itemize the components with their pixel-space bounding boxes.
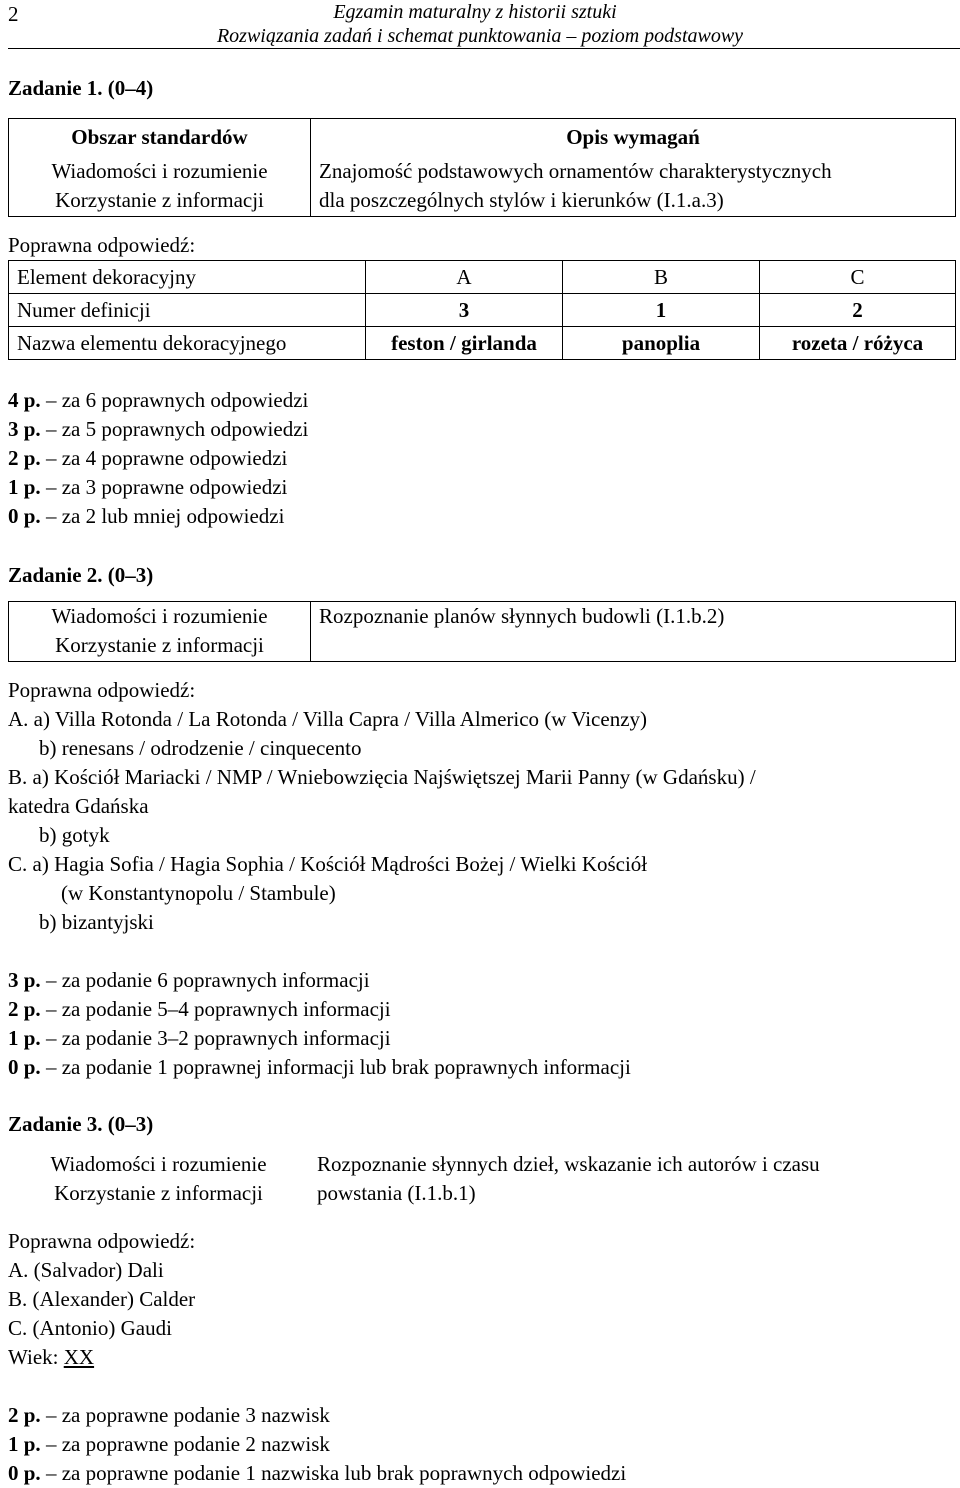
- requirements-cell: [311, 157, 956, 217]
- answer-line: C. (Antonio) Gaudi: [8, 1316, 172, 1340]
- task2-scoring: [8, 966, 631, 1082]
- scoring-line: 4 p. – za 6 poprawnych odpowiedzi: [8, 388, 309, 412]
- task1-title: Zadanie 1. (0–4): [8, 76, 154, 100]
- standards-cell: [9, 157, 311, 217]
- scoring-line: 2 p. – za podanie 5–4 poprawnych informacji: [8, 997, 391, 1021]
- answer-line: C. a) Hagia Sofia / Hagia Sophia / Kościół Mądrości Bożej / Wielki Kościół: [8, 852, 648, 876]
- table-cell: 3: [366, 294, 563, 327]
- scoring-line: 2 p. – za poprawne podanie 3 nazwisk: [8, 1403, 330, 1427]
- standards-cell: [8, 1150, 309, 1212]
- scoring-line: 3 p. – za podanie 6 poprawnych informacji: [8, 968, 370, 992]
- standards-cell: [9, 602, 311, 662]
- table-cell: 2: [760, 294, 956, 327]
- age-value: XX: [63, 1345, 95, 1369]
- table-cell: A: [366, 261, 563, 294]
- scoring-line: 1 p. – za podanie 3–2 poprawnych informacji: [8, 1026, 391, 1050]
- standard-2: Korzystanie z informacji: [55, 187, 264, 212]
- page-number: 2: [8, 2, 19, 26]
- answer-line: B. (Alexander) Calder: [8, 1287, 196, 1311]
- task3-answer-label: Poprawna odpowiedź:: [8, 1229, 196, 1253]
- table-row: [9, 327, 956, 360]
- header-divider: [8, 48, 960, 49]
- page-header: [0, 0, 960, 48]
- table-cell: feston / girlanda: [366, 327, 563, 360]
- answer-line: (w Konstantynopolu / Stambule): [61, 881, 336, 905]
- age-line: [8, 1343, 195, 1372]
- scoring-line: 3 p. – za 5 poprawnych odpowiedzi: [8, 417, 309, 441]
- table-cell: panoplia: [563, 327, 760, 360]
- answer-line: A. (Salvador) Dali: [8, 1258, 164, 1282]
- table-cell: rozeta / różyca: [760, 327, 956, 360]
- requirement-cell: [309, 1150, 956, 1212]
- task2-answers: [8, 705, 756, 937]
- answer-line: A. a) Villa Rotonda / La Rotonda / Villa Capra / Villa Almerico (w Vicenzy): [8, 707, 648, 731]
- scoring-line: 0 p. – za podanie 1 poprawnej informacji lub brak poprawnych informacji: [8, 1055, 631, 1079]
- standard-1: Wiadomości i rozumienie: [51, 604, 268, 628]
- answer-line: b) bizantyjski: [39, 910, 154, 934]
- standard-1: Wiadomości i rozumienie: [50, 1152, 267, 1176]
- requirement-1: Rozpoznanie słynnych dzieł, wskazanie ich autorów i czasu: [317, 1152, 820, 1176]
- scoring-line: 2 p. – za 4 poprawne odpowiedzi: [8, 446, 288, 470]
- task3-answers: [8, 1256, 195, 1372]
- task1-answer-label: Poprawna odpowiedź:: [8, 233, 196, 257]
- task2-standards-table: [8, 601, 956, 662]
- task3-title: Zadanie 3. (0–3): [8, 1112, 154, 1136]
- requirements-header: Opis wymagań: [311, 119, 956, 157]
- header-line-2: Rozwiązania zadań i schemat punktowania – poziom podstawowy: [216, 25, 744, 47]
- scoring-line: 1 p. – za poprawne podanie 2 nazwisk: [8, 1432, 330, 1456]
- standard-1: Wiadomości i rozumienie: [51, 158, 268, 183]
- table-cell: Element dekoracyjny: [9, 261, 366, 294]
- answer-line: katedra Gdańska: [8, 794, 149, 818]
- table-cell: 1: [563, 294, 760, 327]
- answer-line: b) renesans / odrodzenie / cinquecento: [39, 736, 362, 760]
- task1-standards-table: [8, 118, 956, 217]
- task3-standards-table: [8, 1150, 956, 1212]
- task1-scoring: [8, 386, 308, 531]
- table-cell: Nazwa elementu dekoracyjnego: [9, 327, 366, 360]
- scoring-line: 1 p. – za 3 poprawne odpowiedzi: [8, 475, 288, 499]
- standard-2: Korzystanie z informacji: [55, 633, 264, 657]
- table-cell: Numer definicji: [9, 294, 366, 327]
- standards-header: Obszar standardów: [9, 119, 311, 157]
- age-label: Wiek:: [8, 1345, 64, 1369]
- task1-answer-table: [8, 260, 956, 360]
- requirement-2: powstania (I.1.b.1): [317, 1181, 476, 1205]
- table-row: [9, 294, 956, 327]
- table-cell: C: [760, 261, 956, 294]
- standard-2: Korzystanie z informacji: [54, 1181, 263, 1205]
- scoring-line: 0 p. – za poprawne podanie 1 nazwiska lub brak poprawnych odpowiedzi: [8, 1461, 627, 1485]
- answer-line: B. a) Kościół Mariacki / NMP / Wniebowzięcia Najświętszej Marii Panny (w Gdańsku) /: [8, 765, 756, 789]
- answer-line: b) gotyk: [39, 823, 110, 847]
- task2-answer-label: Poprawna odpowiedź:: [8, 678, 196, 702]
- requirement-cell: Rozpoznanie planów słynnych budowli (I.1.b.2): [311, 602, 956, 662]
- task2-title: Zadanie 2. (0–3): [8, 563, 154, 587]
- requirement-1: Znajomość podstawowych ornamentów charakterystycznych: [319, 158, 832, 183]
- header-line-1: Egzamin maturalny z historii sztuki: [333, 1, 617, 23]
- task3-scoring: [8, 1401, 626, 1488]
- scoring-line: 0 p. – za 2 lub mniej odpowiedzi: [8, 504, 285, 528]
- table-cell: B: [563, 261, 760, 294]
- table-row: [9, 261, 956, 294]
- requirement-2: dla poszczególnych stylów i kierunków (I.1.a.3): [319, 187, 724, 212]
